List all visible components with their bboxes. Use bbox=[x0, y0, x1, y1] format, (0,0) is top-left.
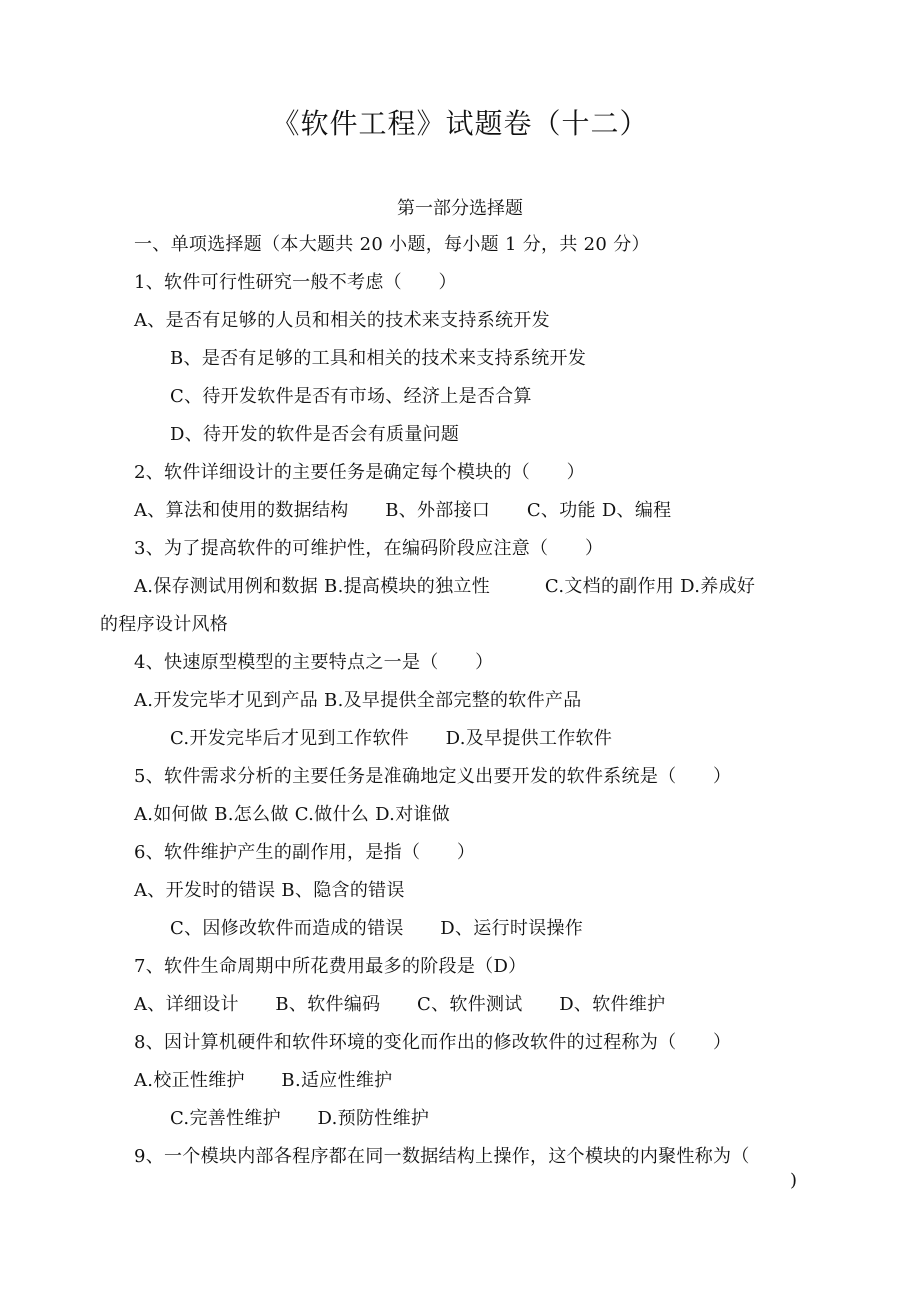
question-1-option-b: B、是否有足够的工具和相关的技术来支持系统开发 bbox=[170, 348, 587, 369]
question-4-options-ab: A.开发完毕才见到产品 B.及早提供全部完整的软件产品 bbox=[134, 690, 582, 711]
question-3-stem: 3、为了提高软件的可维护性，在编码阶段应注意（ ） bbox=[134, 538, 604, 559]
section-heading: 第一部分选择题 bbox=[397, 198, 523, 219]
question-5-stem: 5、软件需求分析的主要任务是准确地定义出要开发的软件系统是（ ） bbox=[134, 766, 732, 787]
question-2-stem: 2、软件详细设计的主要任务是确定每个模块的（ ） bbox=[134, 462, 585, 483]
question-6-options-cd: C、因修改软件而造成的错误 D、运行时误操作 bbox=[170, 918, 584, 939]
question-9-closing-paren: ) bbox=[790, 1170, 798, 1191]
question-1-option-c: C、待开发软件是否有市场、经济上是否合算 bbox=[170, 386, 532, 407]
question-8-options-cd: C.完善性维护 D.预防性维护 bbox=[170, 1108, 430, 1129]
question-1-stem: 1、软件可行性研究一般不考虑（ ） bbox=[134, 272, 457, 293]
question-1-option-d: D、待开发的软件是否会有质量问题 bbox=[170, 424, 460, 445]
question-4-options-cd: C.开发完毕后才见到工作软件 D.及早提供工作软件 bbox=[170, 728, 613, 749]
question-6-options-ab: A、开发时的错误 B、隐含的错误 bbox=[134, 880, 405, 901]
question-8-options-ab: A.校正性维护 B.适应性维护 bbox=[134, 1070, 393, 1091]
question-4-stem: 4、快速原型模型的主要特点之一是（ ） bbox=[134, 652, 494, 673]
question-group-heading: 一、单项选择题（本大题共 20 小题，每小题 1 分，共 20 分） bbox=[134, 234, 650, 255]
question-5-options: A.如何做 B.怎么做 C.做什么 D.对谁做 bbox=[134, 804, 451, 825]
question-6-stem: 6、软件维护产生的副作用，是指（ ） bbox=[134, 842, 476, 863]
question-3-options-continued: 的程序设计风格 bbox=[100, 614, 229, 635]
question-7-options: A、详细设计 B、软件编码 C、软件测试 D、软件维护 bbox=[134, 994, 666, 1015]
question-1-option-a: A、是否有足够的人员和相关的技术来支持系统开发 bbox=[134, 310, 550, 331]
question-7-stem: 7、软件生命周期中所花费用最多的阶段是（D） bbox=[134, 956, 527, 977]
question-2-options: A、算法和使用的数据结构 B、外部接口 C、功能 D、编程 bbox=[134, 500, 672, 521]
question-8-stem: 8、因计算机硬件和软件环境的变化而作出的修改软件的过程称为（ ） bbox=[134, 1032, 732, 1053]
question-9-stem: 9、一个模块内部各程序都在同一数据结构上操作，这个模块的内聚性称为（ bbox=[134, 1146, 750, 1167]
page-title: 《软件工程》试题卷（十二） bbox=[271, 107, 649, 140]
question-3-options: A.保存测试用例和数据 B.提高模块的独立性 C.文档的副作用 D.养成好 bbox=[134, 576, 756, 597]
